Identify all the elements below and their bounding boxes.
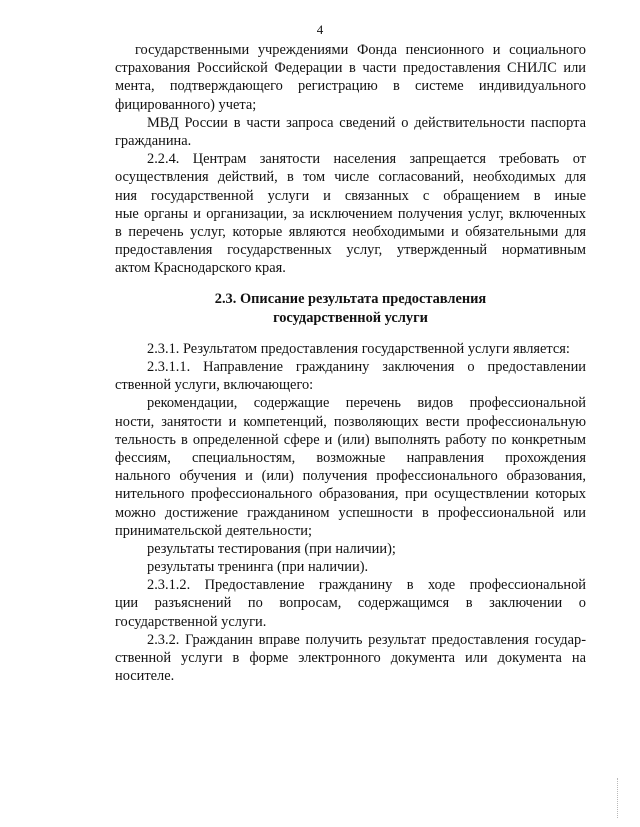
paragraph-2-3-2 xyxy=(115,631,586,686)
text-line: государственной услуги. xyxy=(115,613,267,630)
text-line: ции разъяснений по вопросам, содержащимся в заключении о xyxy=(115,595,586,612)
paragraph-recommendations xyxy=(115,394,586,540)
section-heading-2-3 xyxy=(115,290,586,326)
text-line: актом Краснодарского края. xyxy=(115,260,286,277)
text-line: фессиям, специальностям, возможные направления прохождения xyxy=(115,449,586,466)
heading-line: государственной услуги xyxy=(273,309,428,326)
text-line: МВД России в части запроса сведений о действительности паспорта xyxy=(147,114,586,131)
spacer xyxy=(115,327,586,340)
text-line: ности, занятости и компетенций, позволяющих вести профессиональную xyxy=(115,413,586,430)
paragraph-2-3-1-1 xyxy=(115,358,586,394)
text-line: 2.3.1.1. Направление гражданину заключения о предоставлении xyxy=(147,359,586,375)
text-line: фицированного) учета; xyxy=(115,96,257,113)
text-line: нального обучения и (или) получения профессионального образования, xyxy=(115,468,586,485)
text-line: ные органы и организации, за исключением получения услуг, включенных xyxy=(115,205,586,222)
text-line: 2.3.1. Результатом предоставления государственной услуги является: xyxy=(147,340,570,357)
text-line: государственными учреждениями Фонда пенсионного и социального xyxy=(135,42,586,58)
text-line: результаты тренинга (при наличии). xyxy=(147,559,369,576)
paragraph-2-3-1-2 xyxy=(115,576,586,631)
spacer xyxy=(115,277,586,290)
text-line: тельность в определенной сфере и (или) выполнять работу по конкретным xyxy=(115,431,586,448)
text-line: ственной услуги, включающего: xyxy=(115,377,314,394)
text-line: страхования Российской Федерации в части предоставления СНИЛС или xyxy=(115,60,586,77)
paragraph-2-2-4 xyxy=(115,150,586,277)
text-line: 2.3.2. Гражданин вправе получить результат предоставления государ- xyxy=(147,631,586,648)
text-line: носителе. xyxy=(115,668,175,685)
text-line: в перечень услуг, которые являются необходимыми и обязательными для xyxy=(115,223,586,240)
text-line: можно достижение гражданином успешности в профессиональной или xyxy=(115,504,586,521)
text-line: 2.2.4. Центрам занятости населения запрещается требовать от xyxy=(147,151,586,168)
paragraph-2-3-1 xyxy=(115,340,586,358)
text-line: мента, подтверждающего регистрацию в системе индивидуального xyxy=(115,78,586,95)
page-number: 4 xyxy=(316,22,324,37)
text-line: нительного профессионального образования, при осуществлении которых xyxy=(115,486,586,503)
text-line: осуществления действий, в том числе согласований, необходимых для xyxy=(115,169,586,186)
paragraph-testing-results xyxy=(115,540,586,558)
heading-line: 2.3. Описание результата предоставления xyxy=(214,291,487,308)
paragraph-pension-fund xyxy=(115,41,586,114)
text-line: 2.3.1.2. Предоставление гражданину в ходе профессиональной xyxy=(147,577,586,594)
paragraph-training-results xyxy=(115,558,586,576)
text-line: результаты тестирования (при наличии); xyxy=(147,540,396,557)
text-line: ственной услуги в форме электронного документа или документа на xyxy=(115,650,586,666)
text-line: рекомендации, содержащие перечень видов профессиональной xyxy=(147,395,586,412)
paragraph-mvd xyxy=(115,114,586,150)
margin-scan-marks xyxy=(617,778,622,818)
text-line: предоставления государственных услуг, утвержденный нормативным xyxy=(115,242,586,259)
text-line: принимательской деятельности; xyxy=(115,522,312,539)
text-line: гражданина. xyxy=(115,132,192,149)
text-line: ния государственной услуги и связанных с обращением в иные xyxy=(115,187,586,204)
document-body xyxy=(115,41,586,685)
